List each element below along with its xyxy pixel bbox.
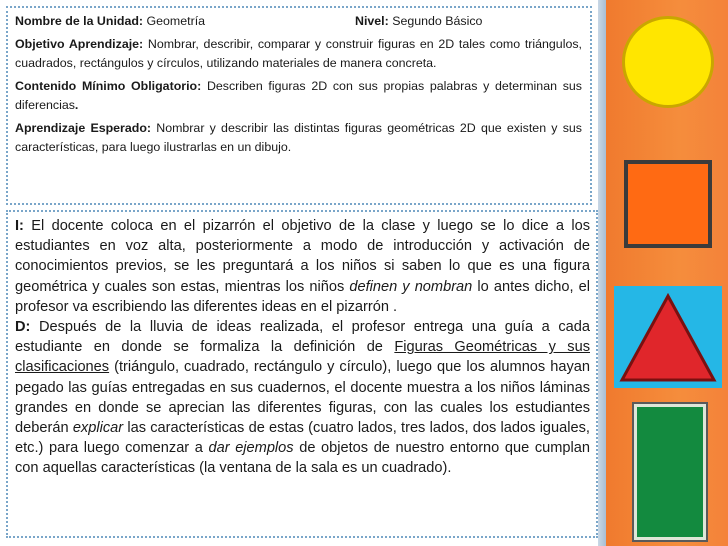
- desarrollo-paragraph: [15, 317, 590, 479]
- inicio-text-2: lo antes dicho, el profesor va escribiendo las diferentes ideas en el pizarrón .: [15, 278, 591, 315]
- unit-name: [15, 12, 355, 31]
- rectangle-icon: [634, 404, 706, 540]
- unit-value: Geometría: [146, 14, 206, 28]
- objetivo-label: Objetivo Aprendizaje:: [15, 37, 144, 51]
- desarrollo-underline: Figuras Geométricas y sus clasificaciones: [15, 339, 590, 376]
- objetivo-paragraph: [15, 35, 582, 73]
- lesson-body-box: [6, 210, 598, 538]
- contenido-text: Describen figuras 2D con sus propias palabras y determinan sus diferencias: [15, 79, 582, 112]
- desarrollo-text-3: las características de estas (cuatro lados, tres lados, dos lados iguales, etc.) para luego comenzar a: [15, 420, 590, 457]
- level-label: Nivel:: [355, 14, 389, 28]
- contenido-end: .: [74, 98, 79, 112]
- aprendizaje-text: Nombrar y describir las distintas figuras geométricas 2D que existen y sus características, para luego ilustrarlas en un dibujo.: [15, 121, 582, 154]
- square-icon: [624, 160, 712, 248]
- desarrollo-label: D:: [15, 319, 31, 336]
- contenido-label: Contenido Mínimo Obligatorio:: [15, 79, 202, 93]
- desarrollo-text-4: de objetos de nuestro entorno que cumplan con aquellas características (la ventana de la sala es un cuadrado).: [15, 440, 590, 477]
- unit-header-row: [15, 12, 582, 31]
- unit-label: Nombre de la Unidad:: [15, 14, 144, 28]
- contenido-paragraph: [15, 77, 582, 115]
- desarrollo-text-2: (triángulo, cuadrado, rectángulo y círculo), luego que los alumnos hayan pegado las guías entregadas en sus cuadernos, el docente muestra a los niños láminas grandes en donde se aprecian las diferentes figuras, con las cuales los estudiantes deberán: [15, 359, 590, 437]
- aprendizaje-label: Aprendizaje Esperado:: [15, 121, 152, 135]
- circle-icon: [622, 16, 714, 108]
- aprendizaje-paragraph: [15, 119, 582, 157]
- level: [355, 12, 482, 31]
- inicio-text-1: El docente coloca en el pizarrón el objetivo de la clase y luego se lo dice a los estudiantes en voz alta, posteriormente a modo de introducción y activación de conocimientos previos, se les preguntará a los niños si saben lo que es una figura geométrica y cuales son estas, mientras los niños: [15, 218, 590, 295]
- inicio-paragraph: [15, 216, 590, 317]
- desarrollo-italic-1: explicar: [72, 420, 124, 437]
- inicio-label: I:: [15, 218, 24, 234]
- inicio-italic: definen y nombran: [349, 278, 473, 295]
- objetivo-text: Nombrar, describir, comparar y construir figuras en 2D tales como triángulos, cuadrados, rectángulos y círculos, utilizando materiales de manera concreta.: [15, 37, 582, 70]
- desarrollo-italic-2: dar ejemplos: [208, 440, 294, 457]
- triangle-icon: [618, 292, 718, 384]
- desarrollo-text-1: Después de la lluvia de ideas realizada, el profesor entrega una guía a cada estudiante en donde se formaliza la definición de: [15, 319, 590, 356]
- level-value: Segundo Básico: [392, 14, 483, 28]
- unit-info-box: [6, 6, 592, 205]
